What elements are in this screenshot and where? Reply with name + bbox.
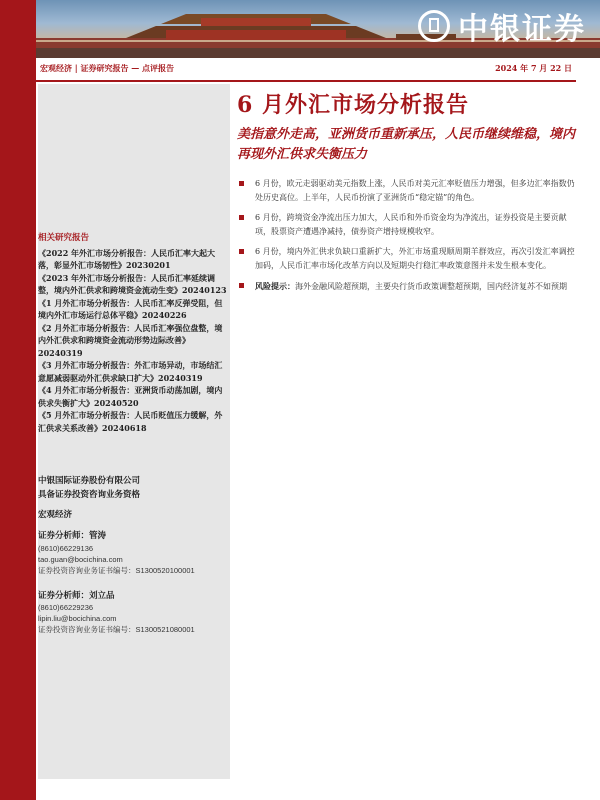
main-content	[237, 88, 582, 300]
key-point	[237, 177, 582, 205]
firm-name: 中银国际证券股份有限公司	[38, 476, 141, 486]
bullet-square-icon	[239, 283, 244, 288]
key-point-text: 6 月份，欧元走弱驱动美元指数上涨，人民币对美元汇率贬值压力增强，但多边汇率指数仍处历史高位。上半年，人民币扮演了亚洲货币“稳定锚”的角色。	[255, 179, 575, 202]
report-title: 6 月外汇市场分析报告	[237, 92, 469, 118]
analyst-email[interactable]: tao.guan@bocichina.com	[38, 554, 123, 564]
left-red-bar	[0, 0, 36, 800]
related-report: 《2023 年外汇市场分析报告：人民币汇率延续调整，境内外汇供求和跨境资金流动生变》20240123	[38, 272, 227, 295]
report-date: 2024 年 7 月 22 日	[495, 63, 572, 73]
logo-text: 中银证券	[458, 12, 586, 47]
firm-qualification: 具备证券投资咨询业务资格	[38, 490, 141, 500]
analyst-phone: (8610)66229236	[38, 603, 94, 612]
report-header-line	[36, 60, 576, 82]
related-report: 《1 月外汇市场分析报告：人民币汇率反弹受阻，但境内外汇市场运行总体平稳》20240226	[38, 297, 223, 320]
key-point	[237, 211, 582, 239]
department: 宏观经济	[38, 510, 73, 520]
related-report: 《4 月外汇市场分析报告：亚洲货币动荡加剧，境内供求失衡扩大》20240520	[38, 385, 223, 408]
bullet-square-icon	[239, 249, 244, 254]
analyst-name: 证券分析师：刘立品	[38, 590, 115, 601]
risk-text: 海外金融风险超预期，主要央行货币政策调整超预期，国内经济复苏不如预期	[295, 282, 567, 291]
bullet-square-icon	[239, 181, 244, 186]
analyst-cert: 证券投资咨询业务证书编号：S1300521080001	[38, 625, 195, 634]
bullet-square-icon	[239, 215, 244, 220]
key-point	[237, 245, 582, 273]
related-report: 《2 月外汇市场分析报告：人民币汇率强位盘整，境内外汇供求和跨境资金流动形势边际改善》20240319	[38, 322, 223, 358]
boc-logo-icon	[418, 10, 450, 42]
analyst-name: 证券分析师：管涛	[38, 531, 107, 541]
analyst-email[interactable]: lipin.liu@bocichina.com	[38, 614, 117, 623]
sidebar	[38, 84, 230, 779]
analyst-cert: 证券投资咨询业务证书编号：S1300520100001	[38, 565, 195, 575]
related-reports-title: 相关研究报告	[38, 233, 90, 243]
key-points	[237, 177, 582, 294]
header-banner	[36, 0, 600, 58]
risk-warning	[237, 279, 582, 294]
report-subtitle: 美指意外走高，亚洲货币重新承压，人民币继续维稳，境内再现外汇供求失衡压力	[237, 127, 576, 162]
key-point-text: 6 月份，跨境资金净流出压力加大，人民币和外币资金均为净流出，证券投资是主要贡献项，股票资产遭遇净减持，债券资产增持规模收窄。	[255, 213, 567, 236]
related-report: 《5 月外汇市场分析报告：人民币贬值压力缓解，外汇供求关系改善》20240618	[38, 410, 223, 433]
key-point-text: 6 月份，境内外汇供求负缺口重新扩大，外汇市场重现顺周期羊群效应，再次引发汇率调控加码，人民币汇率市场化改革方向以及短期央行稳汇率政策意图并未发生根本变化。	[255, 247, 575, 270]
related-report: 《2022 年外汇市场分析报告：人民币汇率大起大落，彰显外汇市场韧性》20230201	[38, 247, 216, 270]
risk-label: 风险提示：	[255, 281, 295, 291]
report-category: 宏观经济 | 证券研究报告 — 点评报告	[40, 63, 175, 73]
analyst-phone: (8610)66229136	[38, 543, 94, 553]
related-report: 《3 月外汇市场分析报告：外汇市场异动，市场结汇意愿减弱驱动外汇供求缺口扩大》20240319	[38, 360, 223, 383]
firm-info	[38, 474, 230, 635]
related-reports	[38, 232, 230, 434]
boc-securities-logo	[418, 4, 586, 48]
